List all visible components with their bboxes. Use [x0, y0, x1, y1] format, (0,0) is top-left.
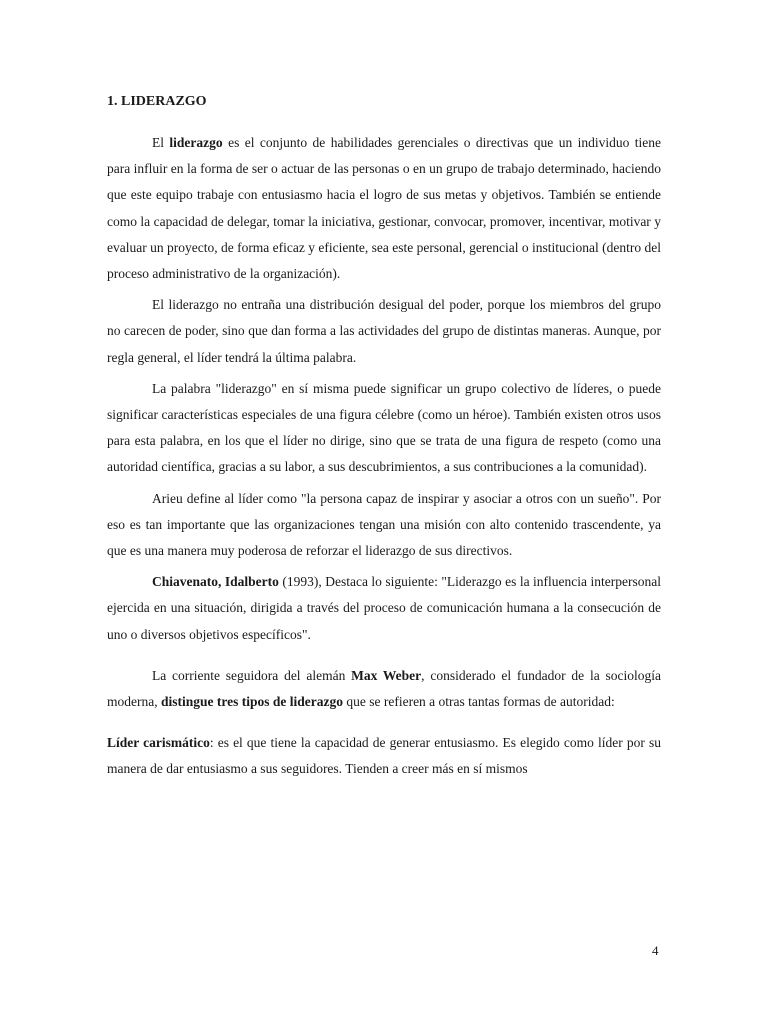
term-lider-carismatico: Líder carismático: [107, 735, 210, 751]
p1-pre: El: [152, 135, 170, 150]
paragraph-weber: [107, 663, 661, 715]
paragraph-definition: [107, 130, 661, 287]
page-body: [107, 93, 661, 782]
p1-text: es el conjunto de habilidades gerenciales o directivas que un individuo tiene para influir en la forma de ser o actuar de las personas o en un grupo de trabajo determinado, haciendo que este equipo trabaje con entusiasmo hacia el logro de sus metas y objetivos. También se entiende como la capacidad de delegar, tomar la iniciativa, gestionar, convocar, promover, incentivar, motivar y evaluar un proyecto, de forma eficaz y eficiente, sea este personal, gerencial o institucional (dentro del proceso administrativo de la organización).: [107, 135, 662, 282]
p6-post: que se refieren a otras tantas formas de autoridad:: [342, 694, 615, 710]
p5-text: (1993), Destaca lo siguiente: "Liderazgo es la influencia interpersonal ejercida en una situación, dirigida a través del proceso de comunicación humana a la consecución de uno o diversos objetivos específicos".: [107, 574, 661, 642]
emphasis-tres-tipos: distingue tres tipos de liderazgo: [160, 694, 343, 710]
paragraph-arieu: Arieu define al líder como "la persona capaz de inspirar y asociar a otros con un sueño". Por eso es tan importante que las organizaciones tengan una misión con alto contenido trascendente, ya que es una manera muy poderosa de reforzar el liderazgo de sus directivos.: [107, 490, 661, 559]
author-max-weber: Max Weber: [351, 667, 422, 683]
paragraph-power: El liderazgo no entraña una distribución desigual del poder, porque los miembros del grupo no carecen de poder, sino que dan forma a las actividades del grupo de distintas maneras. Aunque, por regla general, el líder tendrá la última palabra.: [107, 297, 661, 365]
paragraph-chiavenato: [107, 569, 661, 648]
author-chiavenato: Chiavenato, Idalberto: [152, 574, 279, 590]
section-heading: 1. LIDERAZGO: [107, 94, 207, 109]
term-liderazgo: liderazgo: [169, 135, 223, 150]
p6-mid: , considerado el fundador de la sociología moderna,: [107, 667, 661, 710]
paragraph-word-meaning: La palabra "liderazgo" en sí misma puede significar un grupo colectivo de líderes, o puede significar características especiales de una figura célebre (como un héroe). También existen otros usos para esta palabra, en los que el líder no dirige, sino que se trata de una figura de respeto (como una autoridad científica, gracias a su labor, a sus descubrimientos, a sus contribuciones a la comunidad).: [107, 380, 661, 475]
p7-text: : es el que tiene la capacidad de generar entusiasmo. Es elegido como líder por su manera de dar entusiasmo a sus seguidores. Tienden a creer más en sí mismos: [107, 735, 661, 777]
paragraph-lider-carismatico: [107, 730, 661, 782]
p6-pre: La corriente seguidora del alemán: [152, 667, 352, 683]
page-number: 4: [652, 943, 659, 958]
